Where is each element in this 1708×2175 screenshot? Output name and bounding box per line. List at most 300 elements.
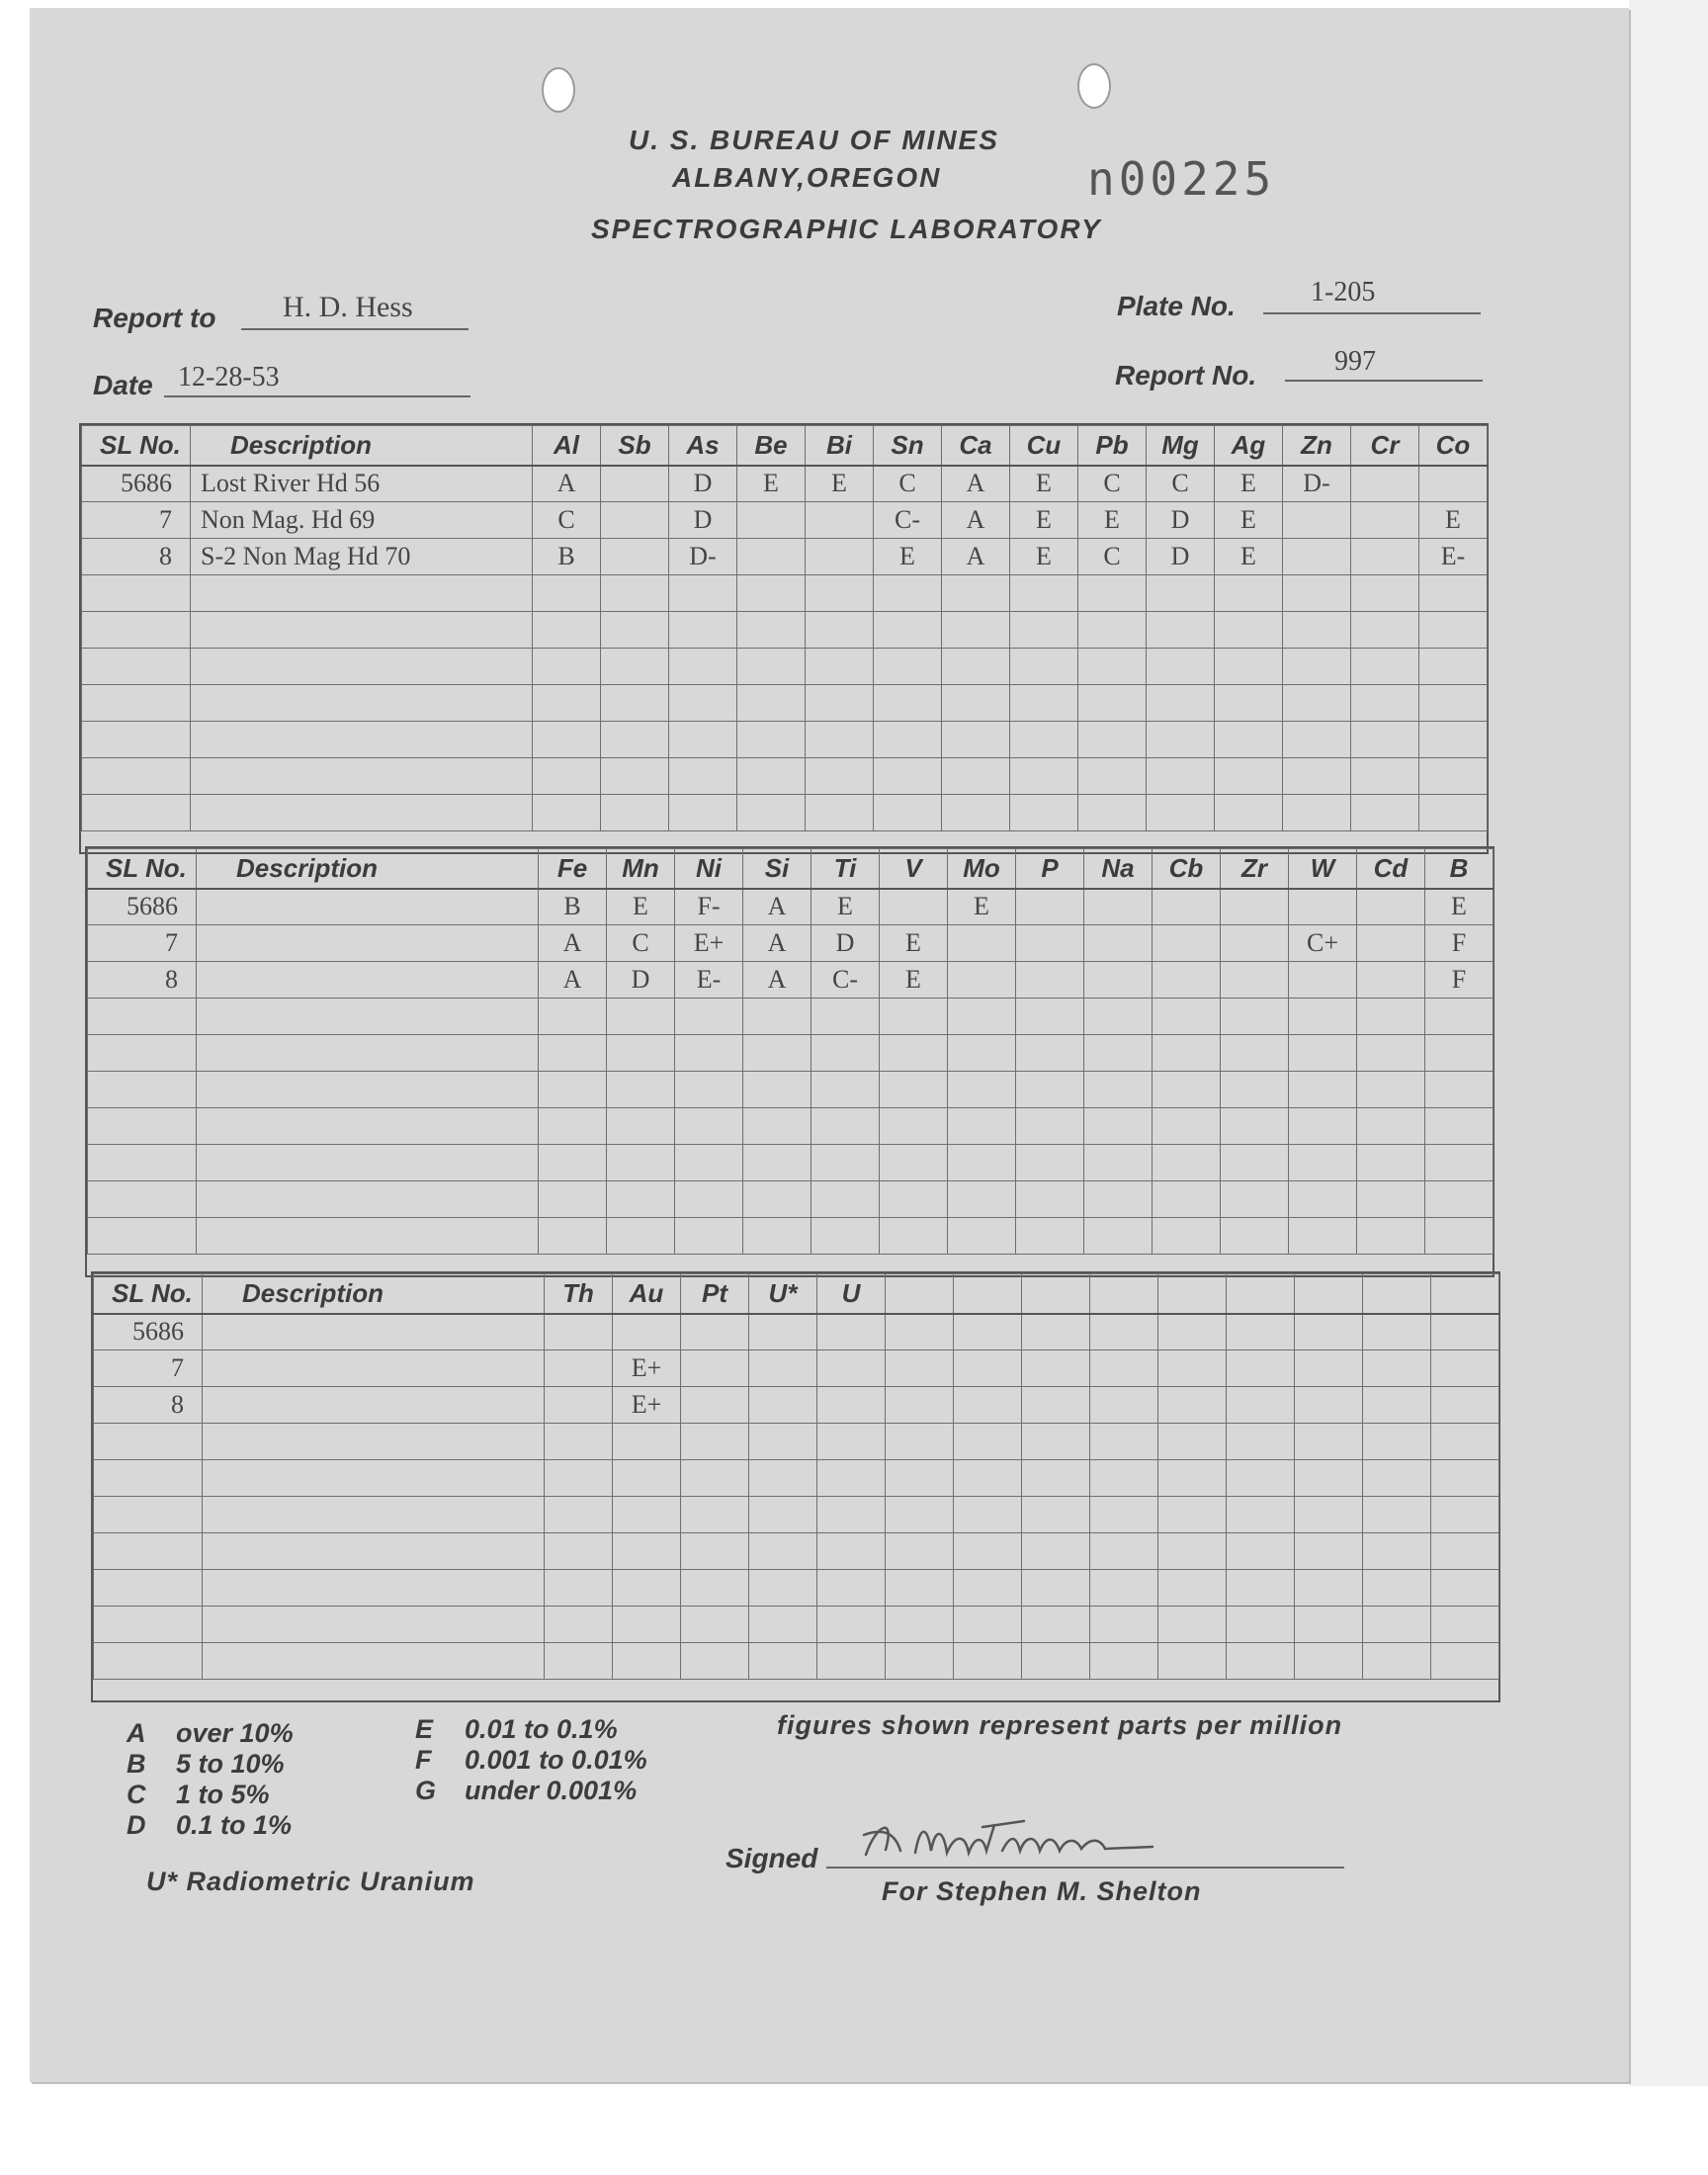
sample-number bbox=[94, 1424, 203, 1460]
concentration-cell bbox=[737, 612, 806, 649]
sample-description bbox=[203, 1570, 545, 1607]
concentration-cell bbox=[1289, 1072, 1357, 1108]
signature-line bbox=[826, 1867, 1344, 1869]
concentration-cell bbox=[601, 685, 669, 722]
concentration-cell bbox=[1283, 539, 1351, 575]
table-row bbox=[94, 1497, 1499, 1533]
concentration-cell bbox=[948, 1218, 1016, 1255]
concentration-cell bbox=[675, 1145, 743, 1181]
element-header: Cd bbox=[1357, 849, 1425, 889]
legend-key: D bbox=[127, 1810, 146, 1840]
concentration-cell: D bbox=[669, 466, 737, 502]
concentration-cell bbox=[1016, 1181, 1084, 1218]
concentration-cell: F- bbox=[675, 889, 743, 925]
concentration-cell bbox=[545, 1424, 613, 1460]
concentration-cell bbox=[1295, 1643, 1363, 1680]
concentration-cell: B bbox=[539, 889, 607, 925]
concentration-cell bbox=[669, 612, 737, 649]
concentration-cell bbox=[1215, 612, 1283, 649]
table-row bbox=[88, 1218, 1494, 1255]
concentration-cell bbox=[681, 1460, 749, 1497]
concentration-cell bbox=[1357, 1218, 1425, 1255]
concentration-cell: E bbox=[811, 889, 880, 925]
concentration-cell bbox=[1295, 1424, 1363, 1460]
concentration-cell bbox=[874, 795, 942, 831]
concentration-cell bbox=[613, 1497, 681, 1533]
concentration-cell bbox=[874, 575, 942, 612]
concentration-cell bbox=[1351, 612, 1419, 649]
table-row bbox=[88, 962, 1494, 999]
concentration-cell: E+ bbox=[613, 1350, 681, 1387]
concentration-cell bbox=[1425, 1145, 1494, 1181]
element-header: Bi bbox=[806, 426, 874, 466]
concentration-cell bbox=[539, 1072, 607, 1108]
sample-description bbox=[203, 1607, 545, 1643]
sample-description bbox=[197, 999, 539, 1035]
table-row bbox=[88, 1035, 1494, 1072]
concentration-cell bbox=[806, 575, 874, 612]
concentration-cell bbox=[954, 1643, 1022, 1680]
sample-number bbox=[88, 1108, 197, 1145]
element-header: Mn bbox=[607, 849, 675, 889]
concentration-cell bbox=[1425, 1181, 1494, 1218]
concentration-cell bbox=[533, 685, 601, 722]
concentration-cell bbox=[886, 1460, 954, 1497]
concentration-cell bbox=[669, 685, 737, 722]
concentration-cell: D bbox=[669, 502, 737, 539]
sample-description bbox=[191, 612, 533, 649]
concentration-cell bbox=[601, 539, 669, 575]
concentration-cell bbox=[1351, 575, 1419, 612]
sample-number bbox=[88, 1181, 197, 1218]
concentration-cell bbox=[886, 1497, 954, 1533]
concentration-cell bbox=[1078, 612, 1147, 649]
concentration-cell bbox=[545, 1314, 613, 1350]
concentration-cell bbox=[1090, 1570, 1158, 1607]
concentration-cell bbox=[1022, 1570, 1090, 1607]
concentration-cell bbox=[749, 1570, 817, 1607]
legend-entry bbox=[415, 1776, 647, 1806]
sample-description bbox=[203, 1643, 545, 1680]
concentration-cell bbox=[545, 1533, 613, 1570]
element-header: Cr bbox=[1351, 426, 1419, 466]
concentration-cell bbox=[811, 1145, 880, 1181]
concentration-cell bbox=[1221, 1218, 1289, 1255]
concentration-cell bbox=[1351, 722, 1419, 758]
sl-no-header: SL No. bbox=[82, 426, 191, 466]
concentration-cell bbox=[1431, 1533, 1499, 1570]
concentration-cell bbox=[1295, 1607, 1363, 1643]
concentration-cell bbox=[1295, 1460, 1363, 1497]
concentration-cell bbox=[737, 685, 806, 722]
legend-text: 0.01 to 0.1% bbox=[465, 1714, 618, 1744]
concentration-cell bbox=[1022, 1460, 1090, 1497]
sample-description bbox=[197, 1108, 539, 1145]
concentration-cell bbox=[1153, 1072, 1221, 1108]
concentration-cell bbox=[942, 685, 1010, 722]
table-row bbox=[82, 722, 1488, 758]
element-header: Th bbox=[545, 1274, 613, 1314]
concentration-cell bbox=[1084, 1035, 1153, 1072]
concentration-cell bbox=[1227, 1570, 1295, 1607]
concentration-cell bbox=[1363, 1350, 1431, 1387]
concentration-cell bbox=[880, 1218, 948, 1255]
concentration-cell bbox=[669, 575, 737, 612]
concentration-cell bbox=[539, 1145, 607, 1181]
sample-number bbox=[94, 1643, 203, 1680]
punch-hole-left bbox=[542, 67, 575, 113]
concentration-cell bbox=[886, 1607, 954, 1643]
table-row bbox=[88, 889, 1494, 925]
concentration-cell bbox=[817, 1607, 886, 1643]
concentration-cell bbox=[743, 1145, 811, 1181]
concentration-cell bbox=[669, 722, 737, 758]
concentration-cell bbox=[749, 1497, 817, 1533]
concentration-cell: E bbox=[1215, 502, 1283, 539]
concentration-cell bbox=[811, 999, 880, 1035]
element-header: As bbox=[669, 426, 737, 466]
plate-no-underline bbox=[1263, 312, 1481, 314]
concentration-cell bbox=[954, 1607, 1022, 1643]
concentration-cell: E bbox=[1215, 466, 1283, 502]
concentration-cell bbox=[1419, 795, 1488, 831]
page-edge-strip bbox=[1629, 0, 1708, 2086]
concentration-cell bbox=[1022, 1607, 1090, 1643]
concentration-cell bbox=[1221, 1072, 1289, 1108]
concentration-cell bbox=[1431, 1314, 1499, 1350]
concentration-cell bbox=[1289, 1108, 1357, 1145]
table-row bbox=[94, 1533, 1499, 1570]
concentration-cell bbox=[1431, 1607, 1499, 1643]
concentration-cell bbox=[1227, 1607, 1295, 1643]
concentration-cell bbox=[1221, 999, 1289, 1035]
concentration-cell bbox=[1022, 1643, 1090, 1680]
concentration-cell bbox=[743, 1181, 811, 1218]
concentration-cell bbox=[1357, 999, 1425, 1035]
concentration-cell bbox=[1016, 1108, 1084, 1145]
concentration-cell bbox=[539, 1108, 607, 1145]
concentration-cell bbox=[811, 1035, 880, 1072]
concentration-cell bbox=[1227, 1350, 1295, 1387]
concentration-cell bbox=[817, 1460, 886, 1497]
table-row bbox=[82, 758, 1488, 795]
element-header bbox=[1227, 1274, 1295, 1314]
elements-table-2 bbox=[85, 846, 1494, 1277]
table-row bbox=[94, 1387, 1499, 1424]
concentration-cell bbox=[948, 1108, 1016, 1145]
legend-key: G bbox=[415, 1776, 437, 1805]
concentration-cell bbox=[607, 1108, 675, 1145]
sample-description bbox=[203, 1350, 545, 1387]
sample-description bbox=[203, 1460, 545, 1497]
concentration-cell bbox=[681, 1533, 749, 1570]
concentration-cell bbox=[948, 962, 1016, 999]
date-label: Date bbox=[93, 370, 153, 400]
concentration-cell bbox=[811, 1181, 880, 1218]
concentration-cell bbox=[1147, 575, 1215, 612]
report-to-value: H. D. Hess bbox=[283, 291, 413, 323]
concentration-cell bbox=[942, 722, 1010, 758]
concentration-cell bbox=[1022, 1533, 1090, 1570]
sample-description bbox=[191, 649, 533, 685]
concentration-cell bbox=[806, 795, 874, 831]
sample-number bbox=[88, 999, 197, 1035]
legend-entry bbox=[127, 1780, 294, 1810]
handwritten-signature bbox=[856, 1805, 1212, 1867]
concentration-cell bbox=[737, 649, 806, 685]
concentration-cell bbox=[613, 1643, 681, 1680]
concentration-cell bbox=[1215, 575, 1283, 612]
concentration-cell bbox=[817, 1424, 886, 1460]
concentration-cell bbox=[948, 1035, 1016, 1072]
sample-number bbox=[94, 1460, 203, 1497]
concentration-cell bbox=[1010, 758, 1078, 795]
concentration-cell bbox=[1419, 722, 1488, 758]
concentration-cell: D bbox=[811, 925, 880, 962]
concentration-cell bbox=[1147, 685, 1215, 722]
concentration-cell bbox=[545, 1387, 613, 1424]
concentration-cell bbox=[1295, 1350, 1363, 1387]
concentration-cell bbox=[1363, 1607, 1431, 1643]
concentration-cell bbox=[1158, 1387, 1227, 1424]
concentration-cell bbox=[1084, 1218, 1153, 1255]
concentration-cell bbox=[1158, 1607, 1227, 1643]
concentration-cell bbox=[1363, 1643, 1431, 1680]
concentration-cell bbox=[613, 1424, 681, 1460]
sample-number bbox=[82, 722, 191, 758]
concentration-cell bbox=[1078, 575, 1147, 612]
concentration-cell bbox=[743, 1072, 811, 1108]
concentration-cell bbox=[1016, 1145, 1084, 1181]
element-header bbox=[1363, 1274, 1431, 1314]
sample-description bbox=[203, 1424, 545, 1460]
element-header bbox=[1022, 1274, 1090, 1314]
sample-number bbox=[88, 1218, 197, 1255]
concentration-cell bbox=[749, 1533, 817, 1570]
concentration-cell bbox=[1363, 1497, 1431, 1533]
concentration-cell bbox=[669, 795, 737, 831]
date-value: 12-28-53 bbox=[178, 362, 280, 392]
sample-number: 5686 bbox=[82, 466, 191, 502]
concentration-cell bbox=[886, 1350, 954, 1387]
concentration-cell: A bbox=[539, 962, 607, 999]
report-no-value: 997 bbox=[1334, 346, 1376, 377]
sample-number: 7 bbox=[94, 1350, 203, 1387]
concentration-cell bbox=[1215, 649, 1283, 685]
element-header: Sn bbox=[874, 426, 942, 466]
concentration-cell bbox=[1227, 1387, 1295, 1424]
concentration-cell: E- bbox=[1419, 539, 1488, 575]
concentration-cell bbox=[886, 1570, 954, 1607]
concentration-cell: E bbox=[880, 962, 948, 999]
sample-description bbox=[197, 889, 539, 925]
table-row bbox=[88, 1181, 1494, 1218]
element-header: W bbox=[1289, 849, 1357, 889]
concentration-cell bbox=[613, 1570, 681, 1607]
concentration-cell bbox=[545, 1643, 613, 1680]
element-header bbox=[1158, 1274, 1227, 1314]
concentration-cell bbox=[533, 795, 601, 831]
description-header: Description bbox=[203, 1274, 545, 1314]
concentration-cell bbox=[1215, 758, 1283, 795]
concentration-cell bbox=[539, 1035, 607, 1072]
concentration-cell bbox=[1153, 999, 1221, 1035]
concentration-cell bbox=[533, 758, 601, 795]
sl-no-header: SL No. bbox=[88, 849, 197, 889]
report-to-label: Report to bbox=[93, 303, 216, 333]
element-header: Be bbox=[737, 426, 806, 466]
concentration-cell: E+ bbox=[613, 1387, 681, 1424]
legend-entry bbox=[127, 1718, 294, 1749]
concentration-cell bbox=[880, 889, 948, 925]
date-underline bbox=[164, 395, 470, 397]
concentration-cell bbox=[1357, 1145, 1425, 1181]
org-line2: ALBANY,OREGON bbox=[672, 162, 942, 193]
table-row bbox=[94, 1424, 1499, 1460]
concentration-cell bbox=[743, 1218, 811, 1255]
concentration-cell bbox=[1221, 1145, 1289, 1181]
concentration-cell bbox=[545, 1607, 613, 1643]
sample-description bbox=[203, 1533, 545, 1570]
concentration-cell bbox=[1010, 795, 1078, 831]
sample-number bbox=[94, 1497, 203, 1533]
concentration-cell bbox=[1227, 1424, 1295, 1460]
legend-text: under 0.001% bbox=[465, 1776, 638, 1805]
concentration-cell bbox=[886, 1533, 954, 1570]
concentration-cell bbox=[533, 575, 601, 612]
element-header: Mo bbox=[948, 849, 1016, 889]
concentration-cell bbox=[1158, 1643, 1227, 1680]
concentration-cell bbox=[1221, 925, 1289, 962]
concentration-cell bbox=[1078, 685, 1147, 722]
concentration-cell bbox=[601, 722, 669, 758]
element-header bbox=[1090, 1274, 1158, 1314]
concentration-cell bbox=[1147, 649, 1215, 685]
concentration-cell bbox=[1016, 1035, 1084, 1072]
concentration-cell: E bbox=[1419, 502, 1488, 539]
concentration-cell bbox=[675, 1108, 743, 1145]
sample-description bbox=[197, 1035, 539, 1072]
sample-number bbox=[82, 685, 191, 722]
concentration-cell bbox=[886, 1387, 954, 1424]
element-header: Na bbox=[1084, 849, 1153, 889]
legend-entry bbox=[127, 1810, 294, 1841]
concentration-cell bbox=[1425, 1035, 1494, 1072]
concentration-cell bbox=[1153, 962, 1221, 999]
concentration-cell bbox=[1363, 1387, 1431, 1424]
concentration-cell bbox=[1363, 1570, 1431, 1607]
concentration-cell bbox=[1289, 1145, 1357, 1181]
concentration-cell bbox=[1010, 575, 1078, 612]
concentration-cell bbox=[749, 1424, 817, 1460]
concentration-cell bbox=[1431, 1424, 1499, 1460]
concentration-cell: E bbox=[806, 466, 874, 502]
concentration-cell bbox=[607, 1181, 675, 1218]
signed-for: For Stephen M. Shelton bbox=[882, 1876, 1202, 1906]
description-header: Description bbox=[197, 849, 539, 889]
concentration-cell bbox=[607, 1072, 675, 1108]
legend-key: C bbox=[127, 1780, 146, 1809]
concentration-cell bbox=[1357, 889, 1425, 925]
concentration-cell bbox=[675, 1218, 743, 1255]
legend-key: F bbox=[415, 1745, 432, 1775]
sample-description bbox=[191, 685, 533, 722]
concentration-cell bbox=[880, 1145, 948, 1181]
legend-text: over 10% bbox=[176, 1718, 294, 1748]
concentration-cell bbox=[1084, 1145, 1153, 1181]
concentration-cell bbox=[1295, 1497, 1363, 1533]
element-header bbox=[1295, 1274, 1363, 1314]
element-header: Cu bbox=[1010, 426, 1078, 466]
concentration-cell bbox=[880, 1181, 948, 1218]
sample-description bbox=[197, 925, 539, 962]
concentration-cell bbox=[1419, 575, 1488, 612]
concentration-cell bbox=[1016, 889, 1084, 925]
concentration-cell bbox=[942, 758, 1010, 795]
concentration-cell bbox=[1295, 1314, 1363, 1350]
sample-description bbox=[191, 575, 533, 612]
concentration-cell: C bbox=[607, 925, 675, 962]
sample-description bbox=[191, 795, 533, 831]
concentration-cell: D bbox=[607, 962, 675, 999]
concentration-cell bbox=[1419, 649, 1488, 685]
legend-text: 5 to 10% bbox=[176, 1749, 285, 1779]
concentration-cell: C- bbox=[874, 502, 942, 539]
legend-key: E bbox=[415, 1714, 434, 1744]
concentration-cell bbox=[1363, 1314, 1431, 1350]
concentration-cell bbox=[1090, 1497, 1158, 1533]
concentration-cell bbox=[942, 649, 1010, 685]
concentration-cell bbox=[874, 758, 942, 795]
concentration-cell bbox=[1351, 649, 1419, 685]
concentration-cell bbox=[533, 722, 601, 758]
concentration-cell bbox=[1363, 1533, 1431, 1570]
concentration-cell: F bbox=[1425, 962, 1494, 999]
concentration-cell: C bbox=[1078, 539, 1147, 575]
concentration-cell bbox=[1221, 1108, 1289, 1145]
concentration-cell bbox=[806, 758, 874, 795]
concentration-cell bbox=[1227, 1460, 1295, 1497]
concentration-cell bbox=[954, 1387, 1022, 1424]
concentration-cell bbox=[749, 1643, 817, 1680]
concentration-cell bbox=[1153, 925, 1221, 962]
sample-number bbox=[82, 758, 191, 795]
sample-number: 7 bbox=[88, 925, 197, 962]
concentration-cell bbox=[806, 722, 874, 758]
concentration-cell bbox=[1016, 1072, 1084, 1108]
sample-description: S-2 Non Mag Hd 70 bbox=[191, 539, 533, 575]
element-header: P bbox=[1016, 849, 1084, 889]
concentration-cell: D bbox=[1147, 502, 1215, 539]
concentration-cell bbox=[817, 1643, 886, 1680]
element-header: Ca bbox=[942, 426, 1010, 466]
concentration-cell bbox=[675, 1072, 743, 1108]
concentration-cell bbox=[1283, 612, 1351, 649]
concentration-cell bbox=[675, 999, 743, 1035]
concentration-cell bbox=[669, 758, 737, 795]
element-header: Pt bbox=[681, 1274, 749, 1314]
concentration-cell: F bbox=[1425, 925, 1494, 962]
concentration-cell bbox=[601, 649, 669, 685]
concentration-cell bbox=[545, 1497, 613, 1533]
element-header: U* bbox=[749, 1274, 817, 1314]
table-row bbox=[82, 539, 1488, 575]
concentration-cell bbox=[743, 999, 811, 1035]
concentration-cell bbox=[1431, 1387, 1499, 1424]
concentration-cell bbox=[948, 925, 1016, 962]
concentration-cell bbox=[1084, 1108, 1153, 1145]
concentration-cell bbox=[1351, 539, 1419, 575]
